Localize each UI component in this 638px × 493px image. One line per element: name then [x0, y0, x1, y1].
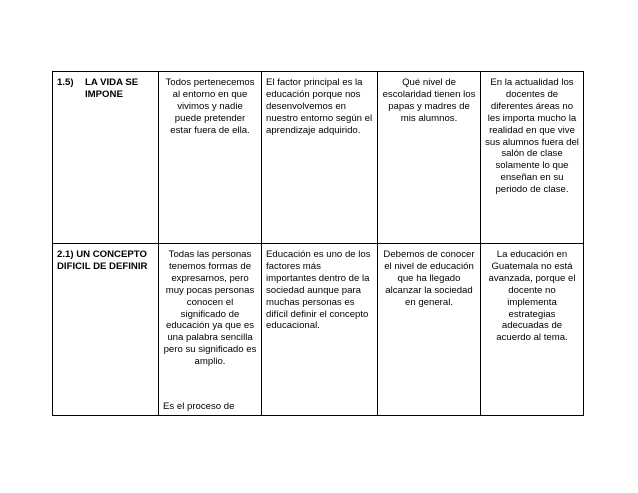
- table-cell: El factor principal es la educación porque nos desenvolvemos en nuestro entorno según el aprendizaje adquirido.: [262, 72, 378, 244]
- table-cell: [159, 244, 262, 416]
- table-cell: Educación es uno de los factores más importantes dentro de la sociedad aunque para muchas personas es difícil definir el concepto educacional.: [262, 244, 378, 416]
- section-title: LA VIDA SE IMPONE: [85, 77, 139, 100]
- document-table: [52, 71, 584, 416]
- row-heading-cell: [53, 72, 159, 244]
- table-cell: Todos pertenecemos al entorno en que vivimos y nadie puede pretender estar fuera de ella.: [159, 72, 262, 244]
- section-number: 1.5): [57, 77, 74, 88]
- table-row: [53, 244, 584, 416]
- section-title: 2.1) UN CONCEPTO DIFICIL DE DEFINIR: [57, 249, 148, 272]
- table-cell: Qué nivel de escolaridad tienen los papas y madres de mis alumnos.: [378, 72, 481, 244]
- table-cell: Debemos de conocer el nivel de educación que ha llegado alcanzar la sociedad en general.: [378, 244, 481, 416]
- table-row: [53, 72, 584, 244]
- row-heading-cell: [53, 244, 159, 416]
- table-cell: En la actualidad los docentes de diferentes áreas no les importa mucho la realidad en que vive sus alumnos fuera del salón de clase solamente lo que enseñan en su periodo de clase.: [481, 72, 584, 244]
- table-cell: La educación en Guatemala no está avanzada, porque el docente no implementa estrategias adecuadas de acuerdo al tema.: [481, 244, 584, 416]
- cell-text: Todas las personas tenemos formas de expresarnos, pero muy pocas personas conocen el significado de educación ya que es una palabra sencilla pero su significado es amplio.: [163, 249, 257, 368]
- cell-tail-text: Es el proceso de: [163, 401, 235, 413]
